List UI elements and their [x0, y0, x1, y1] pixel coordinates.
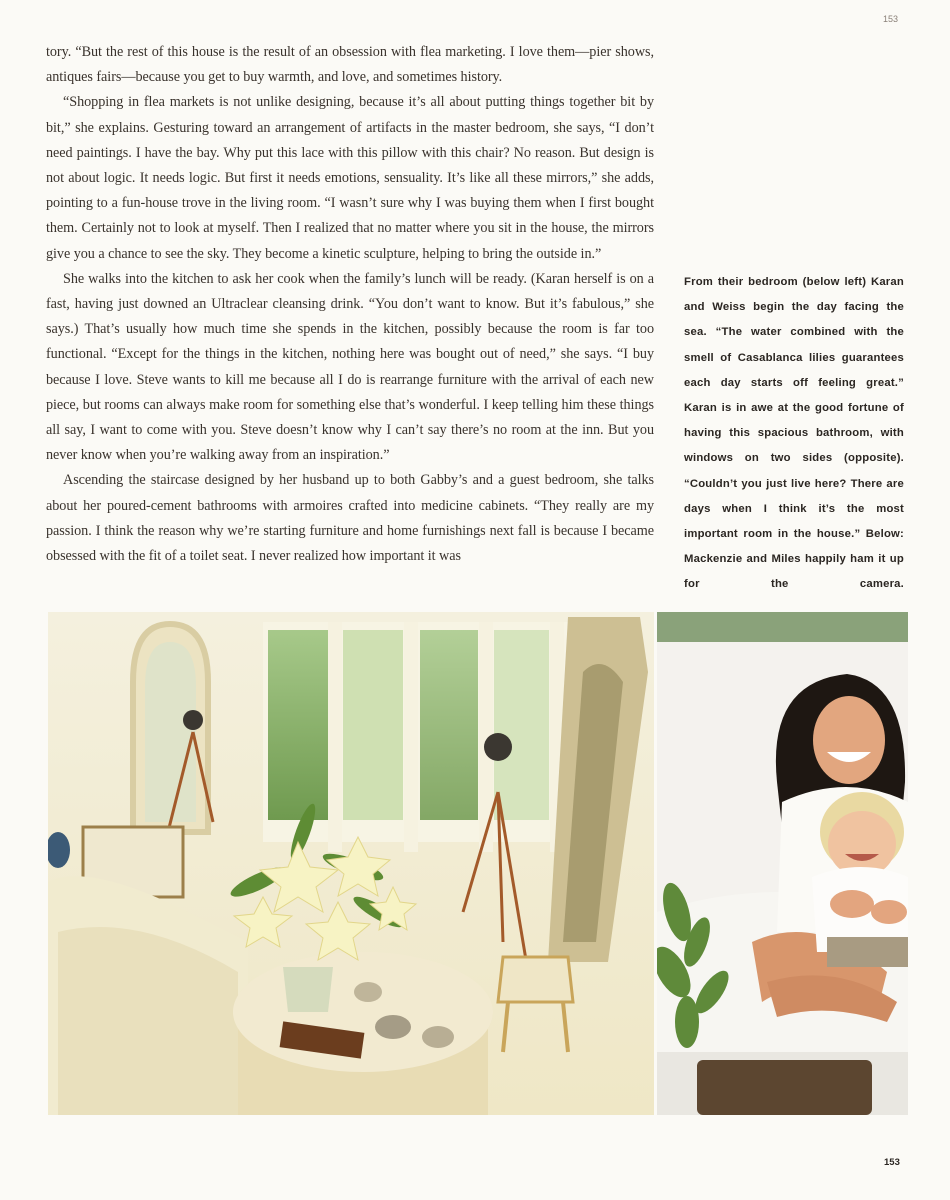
bedroom-photo [48, 612, 654, 1115]
children-photo [657, 612, 908, 1115]
photo-caption: From their bedroom (below left) Karan and Weiss begin the day facing the sea. “The water combined with the smell of Casablanca lilies guarantees each day starts off feeling great.” Karan is in awe at the good fortune of having this spacious bathroom, with windows on two sides (opposite). “Couldn’t you just live here? There are days when I think it’s the most important room in the house.” Below: Mackenzie and Miles happily ham it up for the camera. [684, 276, 904, 591]
paragraph-2: “Shopping in flea markets is not unlike designing, because it’s all about putting things together bit by bit,” she explains. Gesturing toward an arrangement of artifacts in the master bedroom, she says, “I don’t need paintings. I have the bay. Why put this lace with this pillow with this chair? No reason. But design is not about logic. It needs logic. But first it needs emotions, sensuality. It’s like all these mirrors,” she adds, pointing to a fun-house trove in the living room. “I wasn’t sure why I was buying them when I first bought them. Certainly not to look at myself. Then I realized that no matter where you sit in the house, the mirrors give you a chance to see the sky. They become a kinetic sculpture, helping to bring the outside in.” [46, 94, 654, 262]
corner-page-mark: 153 [883, 14, 899, 24]
paragraph-1: tory. “But the rest of this house is the result of an obsession with flea marketing. I love them—pier shows, antiques fairs—because you get to buy warmth, and love, and sometimes history. [46, 44, 654, 86]
page-number: 153 [884, 1157, 900, 1168]
paragraph-4: Ascending the staircase designed by her husband up to both Gabby’s and a guest bedroom, she talks about her poured-cement bathrooms with armoires crafted into medicine cabinets. “They really are my passion. I think the reason why we’re starting furniture and home furnishings next fall is because I became obsessed with the fit of a toilet seat. I never realized how important it was [46, 472, 654, 565]
article-body [46, 40, 654, 569]
paragraph-3: She walks into the kitchen to ask her cook when the family’s lunch will be ready. (Karan herself is on a fast, having just downed an Ultraclear cleansing drink. “You don’t want to know. But it’s fabulous,” she says.) That’s usually how much time she spends in the kitchen, possibly because the room is far too functional. “Except for the things in the kitchen, nothing here was bought out of need,” she says. “I buy because I love. Steve wants to kill me because all I do is rearrange furniture with the arrival of each new piece, but rooms can always make room for something else that’s wonderful. I keep telling him these things all say, I want to come with you. Steve doesn’t know why I can’t say there’s no room at the inn. But you never know when you’re walking away from an inspiration.” [46, 270, 654, 464]
